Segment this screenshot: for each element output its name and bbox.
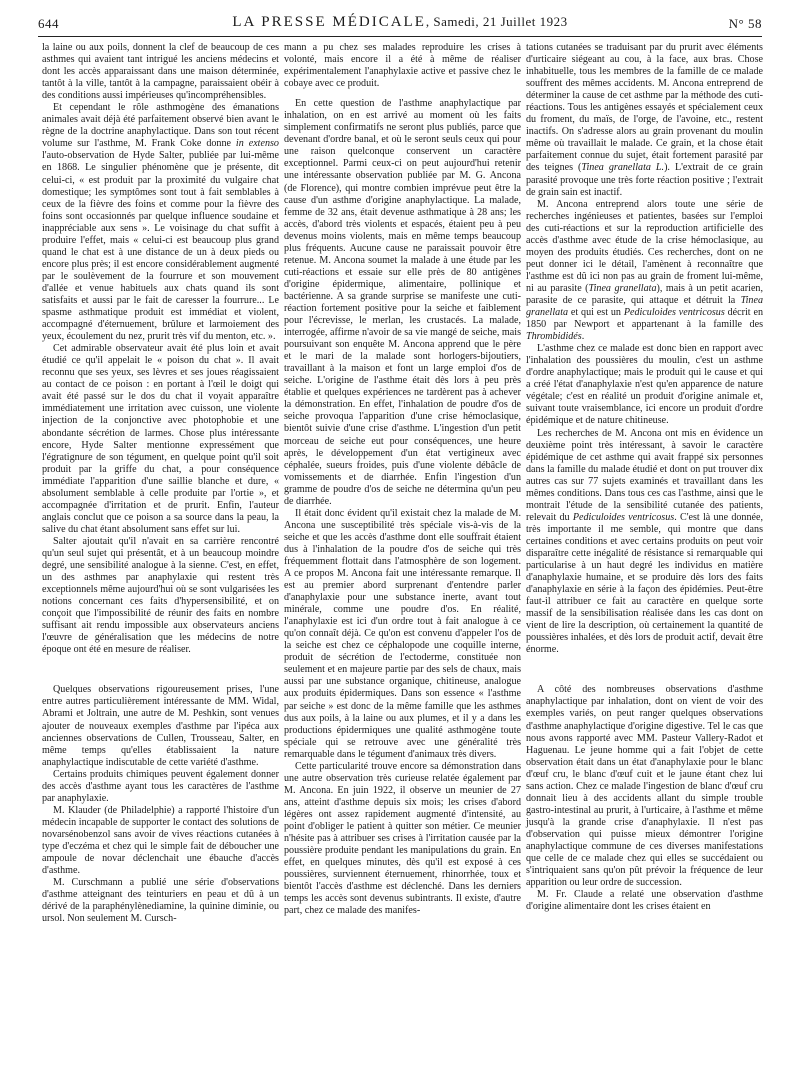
italic-run: Tinea granellata xyxy=(588,282,657,294)
paragraph xyxy=(526,428,763,657)
page-header xyxy=(38,14,762,36)
paragraph: Quelques observations rigoureusement prises, l'une entre autres particulièrement intéressante de MM. Widal, Abrami et Joltrain, une autre de M. Peshkin, sont venues ajouter de nouveaux exemples d'asthme par l'ipéca aux anciennes observations de Cullen, Trousseau, Salter, en même temps qu'elles établissaient la nature anaphylactique indiscutable de cette variété d'asthme. xyxy=(42,684,279,768)
text-run: . xyxy=(581,331,585,343)
italic-run: Pediculoides ventricosus xyxy=(623,307,725,319)
text-run: Et cependant le rôle asthmogène des émanations animales avait déjà été parfaitement observé bien avant le règne de la doctrine anaphylactique. Dans son tout récent volume sur l'asthme, M. Frank Coke donne xyxy=(42,102,279,150)
section-gap xyxy=(526,656,763,684)
column-3 xyxy=(526,42,763,913)
paragraph xyxy=(526,42,763,199)
paragraph: A côté des nombreuses observations d'asthme anaphylactique par inhalation, dont on vient de voir des exemples variés, on peut ranger quelques observations d'asthme anaphylactique d'origine digestive. Tel le cas que nous avons rapporté avec MM. Pasteur Vallery-Radot et Haguenau. Le jeune homme qui a fait l'objet de cette observation était dans un état d'anaphylaxie pour le blanc d'œuf cru, le blanc d'œuf cuit et le jaune étant chez lui sans action. Chez ce malade l'ingestion de blanc d'œuf cru donnait lieu à des accidents allant du simple trouble gastro-intestinal au prurit, à l'urticaire, à l'asthme et même jusqu'à la grande crise d'anaphylaxie. Il n'est pas d'observation qui puisse mieux démontrer l'origine anaphylactique commune de ces diverses manifestations que celle de ce malade chez qui elles se succédaient ou s'intriquaient sans qu'on pût prévoir la fréquence de leur apparition ou leur ordre de succession. xyxy=(526,684,763,889)
paragraph: M. Klauder (de Philadelphie) a rapporté l'histoire d'un médecin incapable de supporter le contact des solutions de novarsénobenzol sans avoir de vives réactions cutanées à type d'eczéma et chez qui le simple fait de déboucher une ampoule de novar déclenchait une ébauche d'accès d'asthme. xyxy=(42,804,279,877)
paragraph: Cet admirable observateur avait été plus loin et avait étudié ce qu'il appelait le « poison du chat ». Il avait reconnu que ses yeux, ses lèvres et ses joues réagissaient au contact de ce poison : en portant à l'œil le doigt qui avait été passé sur le dos du chat il voyait apparaître immédiatement une irritation avec cuisson, une violente injection de la conjonctive avec photophobie et une abondante sécrétion de larmes. Chose plus intéressante encore, Hyde Salter mentionne expressément que l'égratignure de son tégument, en quelque point qu'il soit produit par la griffe du chat, a pour conséquence immédiate l'apparition d'une saillie blanche et dure, « absolument semblable à celle produite par l'ortie », et accompagnée d'irritation et de prurit. Enfin, l'auteur anglais conclut que ce poison a sa source dans la peau, la salive du chat étant absolument sans effet sur lui. xyxy=(42,343,279,535)
header-rule xyxy=(38,36,762,37)
column-1 xyxy=(42,42,279,925)
text-run: . C'est là une donnée, très importante il me semble, qui montre que dans certaines conditions et avec certains produits on peut voir disparaître cette inégalité de résistance si remarquable qui particularise à un haut degré les individus en matière d'anaphylaxie humaine, et se produire dès lors des faits d'anaphylaxie en série à la façon des épidémies. Peut-être faut-il attribuer ce fait au caractère en quelque sorte massif de la sensibilisation réalisée dans les cas dont on vient de lire la description, où certainement la quantité de poussières inhalées, et dès lors de produit actif, devait être énorme. xyxy=(526,511,763,656)
text-run: décrit en 1850 par Newport et appartenant à la famille des xyxy=(526,307,763,331)
paragraph xyxy=(42,102,279,343)
issue-number: N° 58 xyxy=(728,16,762,31)
paragraph: la laine ou aux poils, donnent la clef de beaucoup de ces asthmes qui avaient tant intrigué les anciens médecins et dont les accès apparaissant dans une maison déterminée, tantôt à la ville, tantôt à la campagne, paraissaient obéir à des conditions aussi impérieuses qu'incompréhensibles. xyxy=(42,42,279,102)
italic-run: Thrombididés xyxy=(526,331,582,343)
paragraph: M. Fr. Claude a relaté une observation d'asthme d'origine alimentaire dont les crises étaient en xyxy=(526,889,763,913)
column-2 xyxy=(284,42,521,917)
text-run: tations cutanées se traduisant par du prurit avec éléments d'urticaire siégeant au cou, à la face, aux bras. Chose inhabituelle, tous les membres de la famille de ce malade souffrent des mêmes accidents. M. Ancona entreprend de déterminer la cause de cet asthme par la méthode des cuti-réactions. Tous les antigènes essayés et spécialement ceux du froment, du maïs, de l'orge, de l'avoine, etc., restent inactifs. On s'adresse alors au grain provenant du moulin même où travaillait le malade. Ce grain, et la chose était parfaitement connue du sujet, était fortement parasité par des teignes ( xyxy=(526,42,763,174)
page-number: 644 xyxy=(38,16,59,31)
italic-run: Pediculoides ventricosus xyxy=(572,511,675,523)
section-gap xyxy=(284,90,521,98)
paragraph: Salter ajoutait qu'il n'avait en sa carrière rencontré qu'un seul sujet qui présentât, et à un beaucoup moindre degré, une sensibilité analogue à la sienne. C'est, en effet, un des asthmes par anaphylaxie qui restent très exceptionnels même aujourd'hui où se sont vulgarisées les notions concernant ces faits d'hypersensibilité, et on conçoit que l'impossibilité de réunir des faits en nombre suffisant ait rendu impossible aux observateurs anciens l'œuvre de généralisation que les médecins de notre époque ont été en mesure de réaliser. xyxy=(42,535,279,656)
italic-run: Tinea granellata L. xyxy=(581,162,665,174)
journal-name: LA PRESSE MÉDICALE xyxy=(232,14,426,30)
paragraph: Cette particularité trouve encore sa démonstration dans une autre observation très curieuse relatée également par M. Ancona. En juin 1922, il observe un meunier de 27 ans, atteint d'asthme depuis six mois; les crises d'abord légères ont assez rapidement augmenté d'intensité, au point d'obliger le patient à quitter son métier. Ce meunier n'hésite pas à attribuer ses crises à l'irritation causée par la poussière produite pendant les manipulations du grain. En effet, en quelques minutes, dès qu'il est exposé à ces poussières, surviennent éternuement, rhinorrhée, toux et bientôt l'accès d'asthme est déclenché. Dans les derniers temps les accès sont devenus subintrants. Il existe, d'autre part, chez ce malade des manifes- xyxy=(284,760,521,917)
paragraph: En cette question de l'asthme anaphylactique par inhalation, on en est arrivé au moment où les faits simplement confirmatifs ne seront plus publiés, parce que devenant d'ordre banal, et où le seront seuls ceux qui pour une raison quelconque conservent un caractère exceptionnel. Parmi ceux-ci on peut aujourd'hui retenir une intéressante observation publiée par M. G. Ancona (de Florence), qui montre combien imprévue peut être la cause d'un asthme d'origine anaphylactique. La malade, femme de 32 ans, était devenue asthmatique à 28 ans; les accès, d'abord très violents et espacés, étaient peu à peu devenus moins violents, mais en même temps beaucoup plus fréquents. Aucune cause ne paraissait pouvoir être retenue. M. Ancona soumet la malade à une étude par les cuti-réactions et essaie sur elle près de 80 antigènes d'origine épidermique, alimentaire, pollinique et bactérienne. A sa grande surprise se manifeste une cuti-réaction fortement positive pour la seiche et faiblement pour l'écrevisse, le merlan, les crustacés. La malade, interrogée, affirme n'avoir de sa vie mangé de seiche, mais poursuivant son enquête M. Ancona apprend que le père et le mari de la malade sont horlogers-bijoutiers, travaillant à la maison et font un large emploi d'os de seiche. L'origine de l'asthme était dès lors à peu près établie et quelques expériences ne tardèrent pas à achever la démonstration. En effet, l'inhalation de poudre d'os de seiche provoqua l'apparition d'une crise hémoclasique, bientôt suivie d'une crise d'asthme. L'ingestion d'un petit morceau de seiche eut pour conséquences, une heure après, le développement d'un état vertigineux avec céphalée, sueurs froides, puis d'une violente débâcle de vomissements et de diarrhée. Enfin l'ingestion d'un gramme de poudre d'os de seiche ne détermina qu'un peu de diarrhée. xyxy=(284,98,521,507)
text-run: l'auto-observation de Hyde Salter, publiée par lui-même en 1868. Le singulier phénomène que je présente, dit celui-ci, « est produit par la proximité du vulgaire chat domestique; les symptômes sont tout à fait semblables à ceux de la fièvre des foins et comme pour la fièvre des foins sont occasionnés par quelque influence soudaine et inappréciable aux sens ». Le voisinage du chat suffit à produire l'effet, mais « celui-ci est beaucoup plus grand quand le chat est à une distance de un à deux pieds ou encore plus près; il est encore considérablement augmenté par le soulèvement de la fourrure et son mouvement d'allée et venue habituels aux chats quand ils sont satisfaits et aussi par le fait de caresser la fourrure... Le spasme asthmatique produit est immédiat et violent, accompagné d'éternuement, brûlure et larmoiement des yeux, écoulement du nez, prurit très vif du menton, etc. ». xyxy=(42,150,279,343)
italic-run: Tinea granellata xyxy=(526,294,763,319)
text-run: ), mais à un petit acarien, parasite de ce parasite, qui attaque et détruit la xyxy=(526,282,763,306)
text-run: et qui est un xyxy=(568,307,624,319)
issue-date: , Samedi, 21 Juillet 1923 xyxy=(425,14,568,29)
paragraph: M. Curschmann a publié une série d'observations d'asthme atteignant des teinturiers en peau et dû à un dérivé de la paraphénylènediamine, la quinine diminie, ou ursol. Non seulement M. Cursch- xyxy=(42,877,279,925)
text-run: ). L'extrait de ce grain parasité provoque une très forte réaction positive ; l'extrait de grain sain est inactif. xyxy=(526,162,763,198)
paragraph xyxy=(526,199,763,344)
italic-run: in extenso xyxy=(235,138,279,150)
paragraph: Certains produits chimiques peuvent également donner des accès d'asthme ayant tous les caractères de l'asthme par anaphylaxie. xyxy=(42,768,279,804)
text-run: M. Ancona entreprend alors toute une série de recherches ingénieuses et patientes, basées sur l'emploi des cuti-réactions et sur la reproduction artificielle des accès d'asthme avec étude de la crise hémoclasique, au moyen des produits étudiés. Ces recherches, dont on ne peut donner ici le détail, l'amènent à reconnaître que l'asthme est dû ici non pas au grain de froment lui-même, ni au parasite ( xyxy=(526,198,763,294)
paragraph: mann a pu chez ses malades reproduire les crises à volonté, mais encore il a été à même de réaliser expérimentalement l'anaphylaxie active et passive chez le cobaye avec ce produit. xyxy=(284,42,521,90)
text-run: Les recherches de M. Ancona ont mis en évidence un deuxième point très intéressant, à savoir le caractère épidémique de cet asthme qui avait frappé six personnes dans la famille du malade étudié et dont on put trouver dix autres cas sur 77 sujets examinés et travaillant dans les mêmes conditions. Dans tous ces cas l'asthme, ainsi que le montrait l'étude de la sensibilité cutanée des patients, relevait du xyxy=(526,427,763,523)
paragraph: L'asthme chez ce malade est donc bien en rapport avec l'inhalation des poussières du moulin, c'est un asthme d'ordre anaphylactique; mais le produit qui le cause et qui a créé l'état d'anaphylaxie n'est qu'en apparence de nature végétale; c'est en réalité un produit d'origine animale et, suivant toute vraisemblance, ici encore un produit d'ordre épidémique et de nature chitineuse. xyxy=(526,343,763,427)
journal-title-line xyxy=(38,14,762,31)
paragraph: Il était donc évident qu'il existait chez la malade de M. Ancona une susceptibilité très spéciale vis-à-vis de la seiche et que les accès d'asthme dont elle souffrait étaient dus à l'inhalation de la poudre d'os de seiche qui très fréquemment flottait dans l'atmosphère de son logement. A ce propos M. Ancona fait une intéressante remarque. Il est au premier abord surprenant d'entendre parler d'anaphylaxie pour une substance inerte, avant tout minérale, comme une poudre d'os. En réalité, l'anaphylaxie est ici d'un ordre tout à fait analogue à ce qu'on connaît déjà. Ce qu'on est convenu d'appeler l'os de la seiche est chez ce céphalopode une coquille interne, produit de sécrétion de l'ectoderme, constituée non seulement et en majeure partie par des sels de chaux, mais aussi par une substance organique, chitineuse, analogue aux produits épidermiques. Dans son essence « l'asthme par seiche » est donc de la même famille que les asthmes dus aux poils, à la laine ou aux plumes, et il y a dans les productions épidermiques une qualité asthmogène toute spéciale qui se retrouve avec une généralité très remarquable dans le tégument d'animaux très divers. xyxy=(284,507,521,760)
section-gap xyxy=(42,656,279,684)
